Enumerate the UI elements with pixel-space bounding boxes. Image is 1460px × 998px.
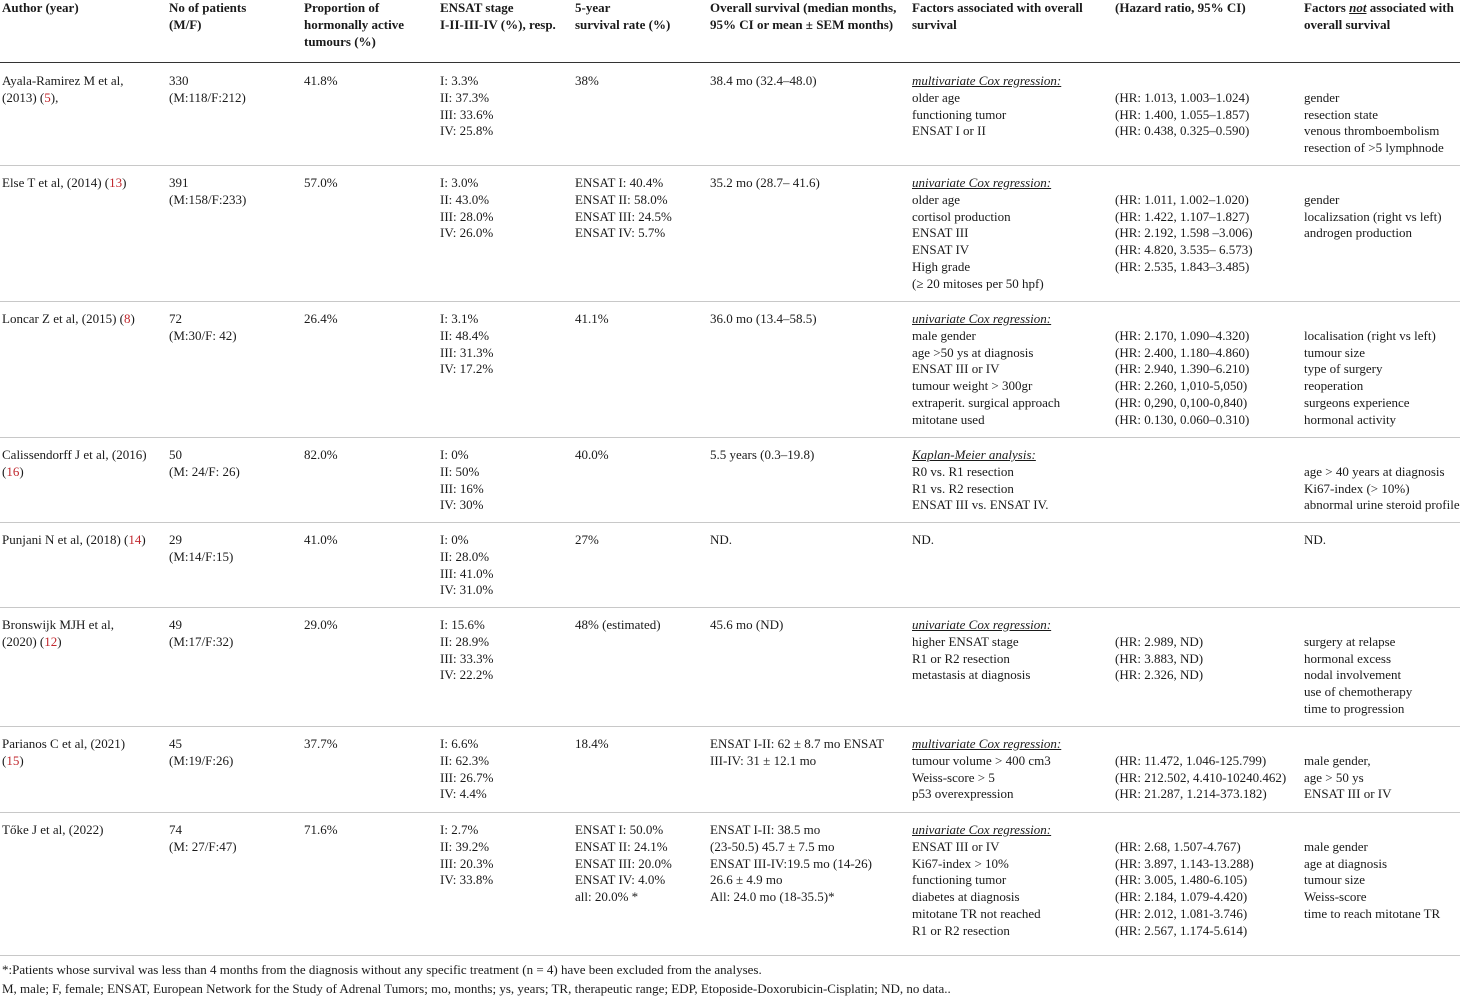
header-patients: No of patients (M/F) <box>169 0 247 32</box>
ensat-cell: I: 2.7% II: 39.2% III: 20.3% IV: 33.8% <box>440 822 494 888</box>
header-ensat: ENSAT stage I-II-III-IV (%), resp. <box>440 0 556 32</box>
overall-cell: ENSAT I-II: 62 ± 8.7 mo ENSAT III-IV: 31 ± 12.1 mo <box>710 736 885 768</box>
not-associated-cell: gender resection state venous thromboembolism resection of >5 lymphnode <box>1304 89 1444 156</box>
proportion-cell: 26.4% <box>304 311 338 326</box>
hazard-ratio-cell: (HR: 2.989, ND) (HR: 3.883, ND) (HR: 2.326, ND) <box>1115 633 1204 683</box>
ensat-cell: I: 3.0% II: 43.0% III: 28.0% IV: 26.0% <box>440 175 494 241</box>
survival5-cell: 27% <box>575 532 599 547</box>
overall-cell: 45.6 mo (ND) <box>710 617 784 632</box>
overall-cell: ND. <box>710 532 733 547</box>
overall-cell: 5.5 years (0.3–19.8) <box>710 447 815 462</box>
analysis-method: univariate Cox regression: <box>912 175 1052 190</box>
header-factors: Factors associated with overall survival <box>912 0 1083 32</box>
header-proportion: Proportion of hormonally active tumours (%) <box>304 0 405 49</box>
header-overall: Overall survival (median months, 95% CI or mean ± SEM months) <box>710 0 897 32</box>
author-cell: Parianos C et al, (2021) (15) <box>2 736 126 768</box>
analysis-method: multivariate Cox regression: <box>912 73 1062 88</box>
table-row <box>0 607 1460 727</box>
factors-cell: Kaplan-Meier analysis: R0 vs. R1 resection R1 vs. R2 resection ENSAT III vs. ENSAT IV. <box>912 447 1049 513</box>
analysis-method: univariate Cox regression: <box>912 822 1052 837</box>
author-cell: Bronswijk MJH et al, (2020) (12) <box>2 617 114 649</box>
not-associated-cell: gender localizsation (right vs left) androgen production <box>1304 191 1442 241</box>
survival5-cell: ENSAT I: 40.4% ENSAT II: 58.0% ENSAT III: 24.5% ENSAT IV: 5.7% <box>575 175 672 241</box>
author-cell: Tőke J et al, (2022) <box>2 822 104 837</box>
overall-cell: ENSAT I-II: 38.5 mo (23-50.5) 45.7 ± 7.5 mo ENSAT III-IV:19.5 mo (14-26) 26.6 ± 4.9 mo All: 24.0 mo (18-35.5)* <box>710 822 872 905</box>
analysis-method: univariate Cox regression: <box>912 311 1052 326</box>
reference-link[interactable]: 15 <box>6 752 20 768</box>
header-hr: (Hazard ratio, 95% CI) <box>1115 0 1246 15</box>
not-associated-cell: male gender, age > 50 ys ENSAT III or IV <box>1304 752 1392 802</box>
table-footnote: M, male; F, female; ENSAT, European Network for the Study of Adrenal Tumors; mo, months; ys, years; TR, therapeutic range; EDP, Etoposide-Doxorubicin-Cisplatin; ND, no data.. <box>2 981 951 996</box>
author-cell: Loncar Z et al, (2015) (8) <box>2 311 135 326</box>
survival5-cell: ENSAT I: 50.0% ENSAT II: 24.1% ENSAT III: 20.0% ENSAT IV: 4.0% all: 20.0% * <box>575 822 672 905</box>
factors-cell: multivariate Cox regression: tumour volume > 400 cm3 Weiss-score > 5 p53 overexpression <box>912 736 1062 802</box>
patients-cell: 49 (M:17/F:32) <box>169 617 234 649</box>
proportion-cell: 41.0% <box>304 532 338 547</box>
overall-cell: 35.2 mo (28.7– 41.6) <box>710 175 820 190</box>
hazard-ratio-cell: (HR: 1.011, 1.002–1.020) (HR: 1.422, 1.107–1.827) (HR: 2.192, 1.598 –3.006) (HR: 4.820, 3.535– 6.573) (HR: 2.535, 1.843–3.485) <box>1115 191 1253 274</box>
hazard-ratio-cell: (HR: 2.170, 1.090–4.320) (HR: 2.400, 1.180–4.860) (HR: 2.940, 1.390–6.210) (HR: 2.260, 1,010-5,050) (HR: 0,290, 0,100-0,840) (HR: 0.130, 0.060–0.310) <box>1115 327 1250 427</box>
survival5-cell: 38% <box>575 73 599 88</box>
survival5-cell: 41.1% <box>575 311 609 326</box>
patients-cell: 74 (M: 27/F:47) <box>169 822 237 854</box>
patients-cell: 45 (M:19/F:26) <box>169 736 234 768</box>
table-row <box>0 437 1460 523</box>
analysis-method: multivariate Cox regression: <box>912 736 1062 751</box>
ensat-cell: I: 3.3% II: 37.3% III: 33.6% IV: 25.8% <box>440 73 494 139</box>
factors-cell: multivariate Cox regression: older age functioning tumor ENSAT I or II <box>912 73 1062 139</box>
ensat-cell: I: 6.6% II: 62.3% III: 26.7% IV: 4.4% <box>440 736 494 802</box>
table-row <box>0 165 1460 302</box>
table-row <box>0 63 1460 166</box>
header-author: Author (year) <box>2 0 79 15</box>
reference-link[interactable]: 8 <box>124 311 131 326</box>
patients-cell: 330 (M:118/F:212) <box>169 73 246 105</box>
not-associated-cell: localisation (right vs left) tumour size type of surgery reoperation surgeons experience hormonal activity <box>1304 327 1436 427</box>
ensat-cell: I: 0% II: 50% III: 16% IV: 30% <box>440 447 484 513</box>
factors-cell: univariate Cox regression: older age cortisol production ENSAT III ENSAT IV High grade (≥ 20 mitoses per 50 hpf) <box>912 175 1052 291</box>
author-cell: Calissendorff J et al, (2016) (16) <box>2 447 147 479</box>
hazard-ratio-cell: (HR: 1.013, 1.003–1.024) (HR: 1.400, 1.055–1.857) (HR: 0.438, 0.325–0.590) <box>1115 89 1250 139</box>
table-header <box>0 0 1460 63</box>
patients-cell: 50 (M: 24/F: 26) <box>169 447 240 479</box>
header-not-associated: Factors not associated with overall survival <box>1304 0 1454 32</box>
reference-link[interactable]: 12 <box>44 633 58 649</box>
reference-link[interactable]: 14 <box>128 532 142 547</box>
reference-link[interactable]: 5 <box>44 89 51 105</box>
table-row <box>0 726 1460 813</box>
author-cell: Else T et al, (2014) (13) <box>2 175 127 190</box>
overall-cell: 38.4 mo (32.4–48.0) <box>710 73 817 88</box>
author-cell: Ayala-Ramirez M et al, (2013) (5), <box>2 73 124 105</box>
survival5-cell: 48% (estimated) <box>575 617 661 632</box>
ensat-cell: I: 3.1% II: 48.4% III: 31.3% IV: 17.2% <box>440 311 494 377</box>
header-survival5: 5-year survival rate (%) <box>575 0 671 32</box>
analysis-method: Kaplan-Meier analysis: <box>912 447 1036 462</box>
factors-cell: univariate Cox regression: ENSAT III or IV Ki67-index > 10% functioning tumor diabetes at diagnosis mitotane TR not reached R1 or R2 resection <box>912 822 1052 938</box>
table-row <box>0 812 1460 956</box>
hazard-ratio-cell: (HR: 11.472, 1.046-125.799) (HR: 212.502, 4.410-10240.462) (HR: 21.287, 1.214-373.182) <box>1115 752 1287 802</box>
author-cell: Punjani N et al, (2018) (14) <box>2 532 146 547</box>
factors-cell: univariate Cox regression: male gender age >50 ys at diagnosis ENSAT III or IV tumour weight > 300gr extraperit. surgical approach mitotane used <box>912 311 1061 427</box>
patients-cell: 391 (M:158/F:233) <box>169 175 247 207</box>
table-footnote: *:Patients whose survival was less than 4 months from the diagnosis without any specific treatment (n = 4) have been excluded from the analyses. <box>2 962 762 977</box>
not-associated-cell: surgery at relapse hormonal excess nodal involvement use of chemotherapy time to progression <box>1304 633 1413 716</box>
proportion-cell: 57.0% <box>304 175 338 190</box>
hazard-ratio-cell: (HR: 2.68, 1.507-4.767) (HR: 3.897, 1.143-13.288) (HR: 3.005, 1.480-6.105) (HR: 2.184, 1.079-4.420) (HR: 2.012, 1.081-3.746) (HR: 2.567, 1.174-5.614) <box>1115 838 1254 938</box>
ensat-cell: I: 0% II: 28.0% III: 41.0% IV: 31.0% <box>440 532 494 598</box>
proportion-cell: 41.8% <box>304 73 338 88</box>
reference-link[interactable]: 16 <box>6 463 20 479</box>
survival5-cell: 18.4% <box>575 736 609 751</box>
not-associated-cell: age > 40 years at diagnosis Ki67-index (> 10%) abnormal urine steroid profile <box>1304 463 1460 513</box>
factors-cell: ND. <box>912 532 935 547</box>
ensat-cell: I: 15.6% II: 28.9% III: 33.3% IV: 22.2% <box>440 617 494 683</box>
patients-cell: 29 (M:14/F:15) <box>169 532 234 564</box>
not-associated-cell: male gender age at diagnosis tumour size Weiss-score time to reach mitotane TR <box>1304 838 1441 921</box>
survival5-cell: 40.0% <box>575 447 609 462</box>
patients-cell: 72 (M:30/F: 42) <box>169 311 237 343</box>
overall-cell: 36.0 mo (13.4–58.5) <box>710 311 817 326</box>
proportion-cell: 37.7% <box>304 736 338 751</box>
table-row <box>0 522 1460 608</box>
reference-link[interactable]: 13 <box>109 175 123 190</box>
not-associated-cell: ND. <box>1304 532 1327 547</box>
proportion-cell: 82.0% <box>304 447 338 462</box>
proportion-cell: 71.6% <box>304 822 338 837</box>
table-row <box>0 301 1460 438</box>
factors-cell: univariate Cox regression: higher ENSAT stage R1 or R2 resection metastasis at diagnosis <box>912 617 1052 683</box>
proportion-cell: 29.0% <box>304 617 338 632</box>
analysis-method: univariate Cox regression: <box>912 617 1052 632</box>
